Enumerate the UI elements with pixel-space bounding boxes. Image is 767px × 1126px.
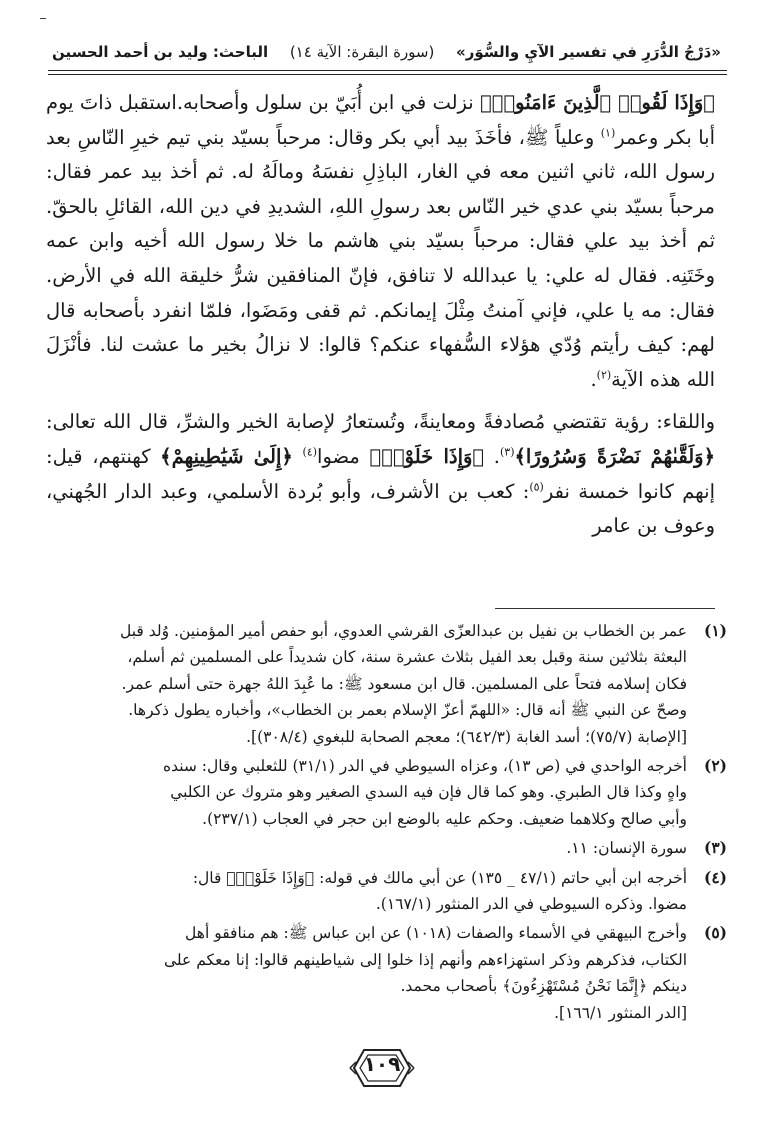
header-book-title: «دَرْجُ الدُّرَرِ في تفسير الآيِ والسُّوَر» xyxy=(456,43,721,61)
paragraph-2 xyxy=(46,405,715,543)
footnote-line: وأبي صالح وكلاهما ضعيف. وحكم عليه بالوضع ابن حجر في العجاب (٢٣٧/١). xyxy=(202,809,687,828)
footnote-ref[interactable]: (٥) xyxy=(529,480,544,494)
header-author: الباحث: وليد بن أحمد الحسين xyxy=(52,43,269,61)
paragraph-1 xyxy=(46,86,715,397)
text-run: . xyxy=(590,367,597,391)
footnote-line: عمر بن الخطاب بن نفيل بن عبدالعزّى القرشي العدوي، أبو حفص أمير المؤمنين. وُلد قبل xyxy=(120,622,687,640)
footnote-number: (٤) xyxy=(703,867,727,887)
footnote-line: فكان إسلامه فتحاً على المسلمين. قال ابن مسعود ﷺ: ما عُبِدَ اللهُ جهرة حتى أسلم عمر. xyxy=(121,674,687,693)
text-run: واللقاء: رؤية تقتضي مُصادفةً ومعاينةً، وتُستعارُ لإصابة الخير والشرِّ، قال الله تعالى: xyxy=(46,410,715,434)
footnote-number: (٥) xyxy=(703,923,727,943)
quran-quote: ﴿وَإِذَا لَقُوا۟ ٱلَّذِينَ ءَامَنُوا۟﴾ xyxy=(480,91,715,114)
footnote-line: مضوا. وذكره السيوطي في الدر المنثور (١٦٧/١). xyxy=(375,895,687,914)
footnote xyxy=(52,753,727,832)
header-rule xyxy=(48,70,727,75)
text-run: استقبل ذاتَ يوم أبا بكر وعمر xyxy=(46,91,715,149)
footnote-line: دينكم ﴿إِنَّمَا نَحْنُ مُسْتَهْزِءُونَ﴾ بأصحاب محمد. xyxy=(400,977,687,996)
text-run: وعلياً ﷺ، فأخَذَ بيد أبي بكر وقال: مرحباً بسيّد بني تيم خيرِ النّاسِ بعد رسول الله، ثاني اثنين معه في الغار، الباذِلِ نفسَهُ ومالَهُ له. ثم أخذ بيد عمر فقال: مرحباً بسيّد بني عدي خير النّاس بعد رسولِ اللهِ، الشديدِ في دين الله، القائلِ بالحقّ. ثم أخذ بيد علي فقال: مرحباً بسيّد بني هاشم ما خلا رسول الله أخيه وابن عمه وخَتَنِه. فقال له علي: يا عبدالله لا تنافق، فإنّ المنافقين شرُّ خليقة الله في الأرض. فقال: مه يا علي، فإني آمنتُ مِثْلَ إيمانكم. ثم قفى ومَضَوا، فلمّا انفرد بأصحابه قال لهم: كيف رأيتم وُدّي هؤلاء السُّفهاء عنكم؟ قالوا: لا نزالُ بخير ما عشت لنا. فأنْزَلَ الله هذه الآية xyxy=(46,125,715,391)
quran-quote: ﴿وَإِذَا خَلَوْا۟﴾ xyxy=(369,444,485,468)
quran-quote: ﴿إِلَىٰ شَيَٰطِينِهِمْ﴾ xyxy=(160,444,293,468)
footnote-line: أخرجه الواحدي في (ص ١٣)، وعزاه السيوطي في الدر (٣١/١) للثعلبي وقال: سنده xyxy=(162,757,687,776)
footnote-ref[interactable]: (٣) xyxy=(499,445,515,459)
quran-quote: ﴿وَلَقَّىٰهُمْ نَضْرَةً وَسُرُورًا﴾ xyxy=(514,444,715,468)
footnote-line: وأخرج البيهقي في الأسماء والصفات (١٠١٨) عن ابن عباس ﷺ: هم منافقو أهل xyxy=(185,924,687,943)
header-surah-ref: (سورة البقرة: الآية ١٤) xyxy=(289,43,435,61)
footnote-separator xyxy=(495,608,715,609)
corner-mark xyxy=(40,18,46,19)
text-run: نزلت في ابن أُبَيّ بن سلول وأصحابه. xyxy=(176,91,481,114)
footnote xyxy=(52,865,727,918)
footnote xyxy=(52,618,727,750)
footnote-line: البعثة بثلاثين سنة وقبل بعد الفيل بثلاث عشرة سنة، كان شديداً على المسلمين ثم أسلم، xyxy=(127,648,687,667)
running-header xyxy=(52,38,721,66)
text-run: كهنتهم، قيل: إنهم كانوا خمسة نفر xyxy=(46,444,716,503)
main-text xyxy=(46,86,715,544)
footnote-line: [الدر المنثور ١٦٦/١]. xyxy=(554,1003,687,1022)
footnote-text xyxy=(52,753,687,832)
footnote-line: وصحّ عن النبي ﷺ أنه قال: «اللهمّ أعزّ الإسلام بعمر بن الخطاب»، وأخباره يطول ذكرها. xyxy=(128,701,687,720)
text-run: : كعب بن الأشرف، وأبو بُردة الأسلمي، وعبد الدار الجُهني، وعوف بن عامر xyxy=(46,479,715,538)
footnote-line: أخرجه ابن أبي حاتم (٤٧/١ _ ١٣٥) عن أبي مالك في قوله: ﴿وَإِذَا خَلَوْا۟﴾ قال: xyxy=(192,868,687,887)
footnote-line: الكتاب، فذكرهم وذكر استهزاءهم وأنهم إذا خلوا إلى شياطينهم قالوا: إنا معكم على xyxy=(163,950,687,969)
footnote-number: (١) xyxy=(703,621,727,640)
footnote xyxy=(52,835,727,861)
footnote xyxy=(52,920,727,1026)
text-run: . xyxy=(484,444,500,468)
footnote-text xyxy=(52,835,687,861)
footnote-line: واهٍ وكذا قال الطبري. وهو كما قال فإن فيه السدي الصغير وهو متروك عن الكلبي xyxy=(170,783,687,802)
footnote-ref[interactable]: (٢) xyxy=(596,368,612,382)
footnote-number: (٣) xyxy=(703,838,727,858)
text-run: مضوا xyxy=(317,444,370,468)
footnote-line: [الإصابة (٧٥/٧)؛ أسد الغابة (٦٤٢/٣)؛ معجم الصحابة للبغوي (٣٠٨/٤)]. xyxy=(246,727,687,746)
page-number: ١٠٩ xyxy=(363,1052,401,1076)
footnotes xyxy=(52,618,727,1029)
footnote-line: سورة الإنسان: ١١. xyxy=(566,839,687,858)
text-run xyxy=(293,445,303,468)
footnote-text xyxy=(52,618,687,750)
footnote-ref[interactable]: (٤) xyxy=(302,445,318,459)
footnote-text xyxy=(52,920,687,1026)
footnote-number: (٢) xyxy=(703,756,727,776)
footnote-text xyxy=(52,865,687,918)
footnote-ref[interactable]: (١) xyxy=(600,126,616,140)
